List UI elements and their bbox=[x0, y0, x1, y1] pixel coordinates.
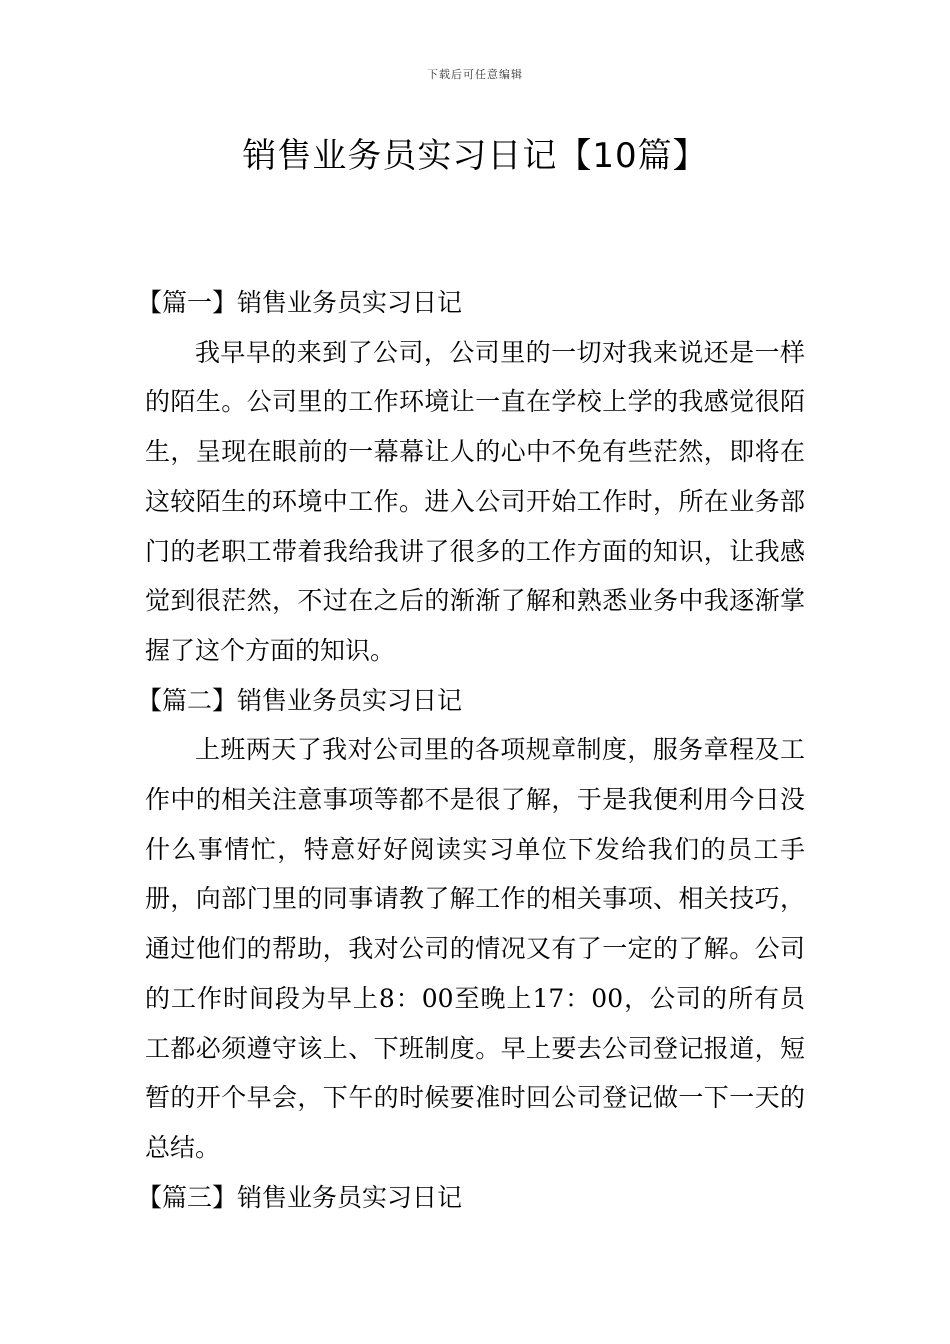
section-paragraph-1: 我早早的来到了公司，公司里的一切对我来说还是一样的陌生。公司里的工作环境让一直在学校上学的我感觉很陌生，呈现在眼前的一幕幕让人的心中不免有些茫然，即将在这较陌生的环境中工作。进入公司开始工作时，所在业务部门的老职工带着我给我讲了很多的工作方面的知识，让我感觉到很茫然，不过在之后的渐渐了解和熟悉业务中我逐渐掌握了这个方面的知识。 bbox=[145, 337, 805, 665]
section-paragraph-2: 上班两天了我对公司里的各项规章制度，服务章程及工作中的相关注意事项等都不是很了解，于是我便利用今日没什么事情忙，特意好好阅读实习单位下发给我们的员工手册，向部门里的同事请教了解工作的相关事项、相关技巧，通过他们的帮助，我对公司的情况又有了一定的了解。公司的工作时间段为早上8：00至晚上17：00，公司的所有员工都必须遵守该上、下班制度。早上要去公司登记报道，短暂的开个早会，下午的时候要准时回公司登记做一下一天的总结。 bbox=[145, 735, 805, 1162]
document-body bbox=[137, 278, 805, 1222]
section-heading-3: 【篇三】销售业务员实习日记 bbox=[137, 1182, 463, 1212]
section-heading-2: 【篇二】销售业务员实习日记 bbox=[137, 685, 463, 715]
header-note: 下载后可任意编辑 bbox=[427, 68, 523, 81]
section-heading-1: 【篇一】销售业务员实习日记 bbox=[137, 288, 463, 317]
document-title: 销售业务员实习日记【10篇】 bbox=[242, 136, 708, 176]
